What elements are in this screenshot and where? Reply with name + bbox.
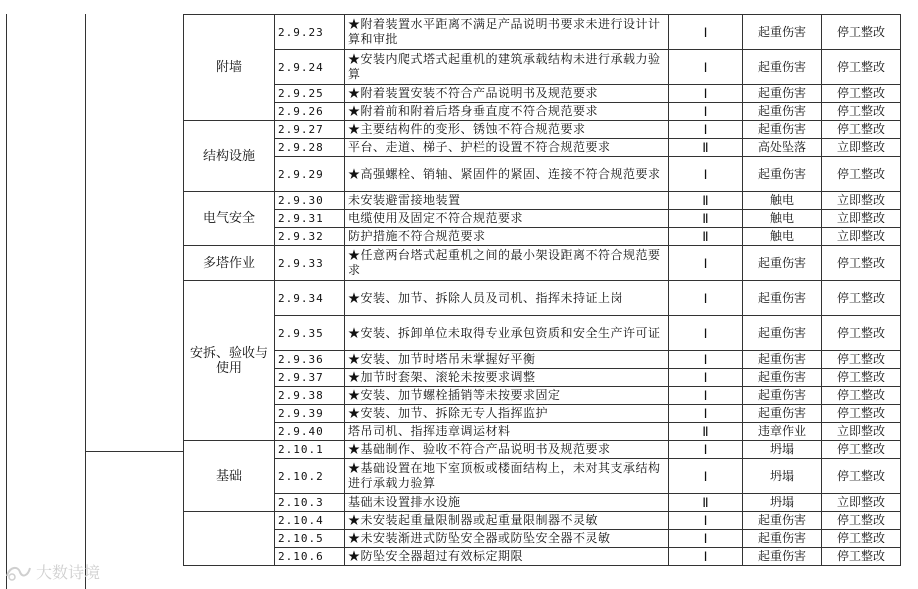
- table-row: [184, 316, 901, 351]
- item-number-cell: 2.9.24: [275, 50, 345, 85]
- hazard-level-cell: Ⅰ: [669, 369, 743, 387]
- table-row: [184, 246, 901, 281]
- hazard-description-cell: ★安装、加节、拆除无专人指挥监护: [345, 405, 669, 423]
- hazard-description-cell: ★安装、加节时塔吊未掌握好平衡: [345, 351, 669, 369]
- accident-type-cell: 高处坠落: [743, 139, 822, 157]
- hazard-level-cell: Ⅱ: [669, 228, 743, 246]
- hazard-level-cell: Ⅰ: [669, 246, 743, 281]
- item-number-cell: 2.9.30: [275, 192, 345, 210]
- hazard-level-cell: Ⅰ: [669, 459, 743, 494]
- rectification-cell: 停工整改: [822, 121, 901, 139]
- hazard-description-cell: ★高强螺栓、销轴、紧固件的紧固、连接不符合规范要求: [345, 157, 669, 192]
- item-number-cell: 2.9.38: [275, 387, 345, 405]
- left-border-line: [6, 14, 7, 589]
- hazard-description-cell: ★安装、加节、拆除人员及司机、指挥未持证上岗: [345, 281, 669, 316]
- table-row: [184, 210, 901, 228]
- hazard-description-cell: 基础未设置排水设施: [345, 494, 669, 512]
- hazard-level-cell: Ⅰ: [669, 15, 743, 50]
- hazard-level-cell: Ⅱ: [669, 423, 743, 441]
- table-row: [184, 494, 901, 512]
- category-cell: 基础: [184, 441, 275, 512]
- table-row: [184, 50, 901, 85]
- hazard-description-cell: ★未安装渐进式防坠安全器或防坠安全器不灵敏: [345, 530, 669, 548]
- hazard-description-cell: ★基础制作、验收不符合产品说明书及规范要求: [345, 441, 669, 459]
- item-number-cell: 2.9.37: [275, 369, 345, 387]
- rectification-cell: 立即整改: [822, 210, 901, 228]
- accident-type-cell: 违章作业: [743, 423, 822, 441]
- category-cell: 结构设施: [184, 121, 275, 192]
- hazard-description-cell: ★未安装起重量限制器或起重量限制器不灵敏: [345, 512, 669, 530]
- hazard-description-cell: ★附着装置水平距离不满足产品说明书要求未进行设计计算和审批: [345, 15, 669, 50]
- rectification-cell: 停工整改: [822, 548, 901, 566]
- hazard-level-cell: Ⅰ: [669, 387, 743, 405]
- accident-type-cell: 起重伤害: [743, 50, 822, 85]
- item-number-cell: 2.9.27: [275, 121, 345, 139]
- hazard-description-cell: ★加节时套架、滚轮未按要求调整: [345, 369, 669, 387]
- rectification-cell: 停工整改: [822, 85, 901, 103]
- hazard-level-cell: Ⅱ: [669, 494, 743, 512]
- accident-type-cell: 起重伤害: [743, 548, 822, 566]
- item-number-cell: 2.9.28: [275, 139, 345, 157]
- rectification-cell: 停工整改: [822, 530, 901, 548]
- accident-type-cell: 起重伤害: [743, 387, 822, 405]
- item-number-cell: 2.9.29: [275, 157, 345, 192]
- hazard-level-cell: Ⅰ: [669, 157, 743, 192]
- watermark-logo-icon: [4, 562, 32, 582]
- section-border-line: [85, 14, 86, 589]
- hazard-level-cell: Ⅱ: [669, 210, 743, 228]
- item-number-cell: 2.10.6: [275, 548, 345, 566]
- table-row: [184, 441, 901, 459]
- table-row: [184, 139, 901, 157]
- accident-type-cell: 触电: [743, 210, 822, 228]
- rectification-cell: 停工整改: [822, 103, 901, 121]
- item-number-cell: 2.9.32: [275, 228, 345, 246]
- accident-type-cell: 起重伤害: [743, 246, 822, 281]
- hazard-level-cell: Ⅰ: [669, 281, 743, 316]
- rectification-cell: 停工整改: [822, 387, 901, 405]
- hazard-description-cell: ★安装内爬式塔式起重机的建筑承载结构未进行承载力验算: [345, 50, 669, 85]
- accident-type-cell: 坍塌: [743, 441, 822, 459]
- item-number-cell: 2.9.26: [275, 103, 345, 121]
- rectification-cell: 停工整改: [822, 50, 901, 85]
- hazard-description-cell: ★安装、加节螺栓插销等未按要求固定: [345, 387, 669, 405]
- rectification-cell: 停工整改: [822, 369, 901, 387]
- table-row: [184, 351, 901, 369]
- hazard-level-cell: Ⅰ: [669, 441, 743, 459]
- hazard-description-cell: 防护措施不符合规范要求: [345, 228, 669, 246]
- item-number-cell: 2.9.35: [275, 316, 345, 351]
- table-row: [184, 423, 901, 441]
- rectification-cell: 立即整改: [822, 228, 901, 246]
- hazard-level-cell: Ⅰ: [669, 512, 743, 530]
- hazard-description-cell: ★任意两台塔式起重机之间的最小架设距离不符合规范要求: [345, 246, 669, 281]
- rectification-cell: 停工整改: [822, 316, 901, 351]
- category-cell: 电气安全: [184, 192, 275, 246]
- accident-type-cell: 起重伤害: [743, 157, 822, 192]
- category-cell: 多塔作业: [184, 246, 275, 281]
- table-row: [184, 228, 901, 246]
- hazard-level-cell: Ⅰ: [669, 103, 743, 121]
- item-number-cell: 2.10.1: [275, 441, 345, 459]
- hazard-description-cell: ★附着前和附着后塔身垂直度不符合规范要求: [345, 103, 669, 121]
- item-number-cell: 2.9.25: [275, 85, 345, 103]
- rectification-cell: 停工整改: [822, 512, 901, 530]
- hazard-description-cell: ★防坠安全器超过有效标定期限: [345, 548, 669, 566]
- hazard-level-cell: Ⅰ: [669, 405, 743, 423]
- rectification-cell: 立即整改: [822, 192, 901, 210]
- category-cell: 安拆、验收与使用: [184, 281, 275, 441]
- rectification-cell: 停工整改: [822, 405, 901, 423]
- hazard-description-cell: ★附着装置安装不符合产品说明书及规范要求: [345, 85, 669, 103]
- rectification-cell: 停工整改: [822, 441, 901, 459]
- rectification-cell: 停工整改: [822, 246, 901, 281]
- rectification-cell: 立即整改: [822, 494, 901, 512]
- section-divider: [85, 451, 183, 452]
- accident-type-cell: 起重伤害: [743, 351, 822, 369]
- accident-type-cell: 起重伤害: [743, 15, 822, 50]
- item-number-cell: 2.9.40: [275, 423, 345, 441]
- accident-type-cell: 坍塌: [743, 459, 822, 494]
- item-number-cell: 2.10.2: [275, 459, 345, 494]
- rectification-cell: 停工整改: [822, 15, 901, 50]
- table-row: [184, 512, 901, 530]
- hazard-table: [183, 14, 901, 566]
- item-number-cell: 2.9.33: [275, 246, 345, 281]
- hazard-level-cell: Ⅰ: [669, 50, 743, 85]
- accident-type-cell: 起重伤害: [743, 405, 822, 423]
- rectification-cell: 立即整改: [822, 139, 901, 157]
- table-row: [184, 103, 901, 121]
- hazard-description-cell: ★主要结构件的变形、锈蚀不符合规范要求: [345, 121, 669, 139]
- accident-type-cell: 起重伤害: [743, 530, 822, 548]
- accident-type-cell: 起重伤害: [743, 512, 822, 530]
- accident-type-cell: 触电: [743, 192, 822, 210]
- table-row: [184, 85, 901, 103]
- table-row: [184, 548, 901, 566]
- table-row: [184, 459, 901, 494]
- table-row: [184, 369, 901, 387]
- hazard-description-cell: 电缆使用及固定不符合规范要求: [345, 210, 669, 228]
- item-number-cell: 2.10.3: [275, 494, 345, 512]
- hazard-level-cell: Ⅱ: [669, 192, 743, 210]
- rectification-cell: 停工整改: [822, 157, 901, 192]
- table-row: [184, 121, 901, 139]
- category-cell: 附墙: [184, 15, 275, 121]
- category-cell: [184, 512, 275, 566]
- table-row: [184, 387, 901, 405]
- rectification-cell: 停工整改: [822, 459, 901, 494]
- hazard-description-cell: 未安装避雷接地装置: [345, 192, 669, 210]
- hazard-level-cell: Ⅰ: [669, 530, 743, 548]
- hazard-level-cell: Ⅰ: [669, 85, 743, 103]
- accident-type-cell: 起重伤害: [743, 121, 822, 139]
- item-number-cell: 2.9.39: [275, 405, 345, 423]
- table-row: [184, 15, 901, 50]
- hazard-level-cell: Ⅰ: [669, 316, 743, 351]
- item-number-cell: 2.10.5: [275, 530, 345, 548]
- item-number-cell: 2.9.31: [275, 210, 345, 228]
- table-row: [184, 530, 901, 548]
- watermark-text: 大数诗境: [36, 563, 101, 582]
- item-number-cell: 2.10.4: [275, 512, 345, 530]
- table-row: [184, 405, 901, 423]
- rectification-cell: 停工整改: [822, 351, 901, 369]
- accident-type-cell: 起重伤害: [743, 369, 822, 387]
- accident-type-cell: 起重伤害: [743, 281, 822, 316]
- hazard-level-cell: Ⅰ: [669, 351, 743, 369]
- item-number-cell: 2.9.36: [275, 351, 345, 369]
- hazard-description-cell: 平台、走道、梯子、护栏的设置不符合规范要求: [345, 139, 669, 157]
- accident-type-cell: 坍塌: [743, 494, 822, 512]
- hazard-level-cell: Ⅰ: [669, 121, 743, 139]
- hazard-level-cell: Ⅰ: [669, 548, 743, 566]
- hazard-description-cell: 塔吊司机、指挥违章调运材料: [345, 423, 669, 441]
- accident-type-cell: 起重伤害: [743, 85, 822, 103]
- table-row: [184, 281, 901, 316]
- item-number-cell: 2.9.23: [275, 15, 345, 50]
- hazard-description-cell: ★安装、拆卸单位未取得专业承包资质和安全生产许可证: [345, 316, 669, 351]
- table-row: [184, 157, 901, 192]
- rectification-cell: 立即整改: [822, 423, 901, 441]
- watermark: [4, 560, 100, 583]
- item-number-cell: 2.9.34: [275, 281, 345, 316]
- accident-type-cell: 起重伤害: [743, 316, 822, 351]
- rectification-cell: 停工整改: [822, 281, 901, 316]
- accident-type-cell: 触电: [743, 228, 822, 246]
- hazard-description-cell: ★基础设置在地下室顶板或楼面结构上，未对其支承结构进行承载力验算: [345, 459, 669, 494]
- accident-type-cell: 起重伤害: [743, 103, 822, 121]
- table-row: [184, 192, 901, 210]
- hazard-level-cell: Ⅱ: [669, 139, 743, 157]
